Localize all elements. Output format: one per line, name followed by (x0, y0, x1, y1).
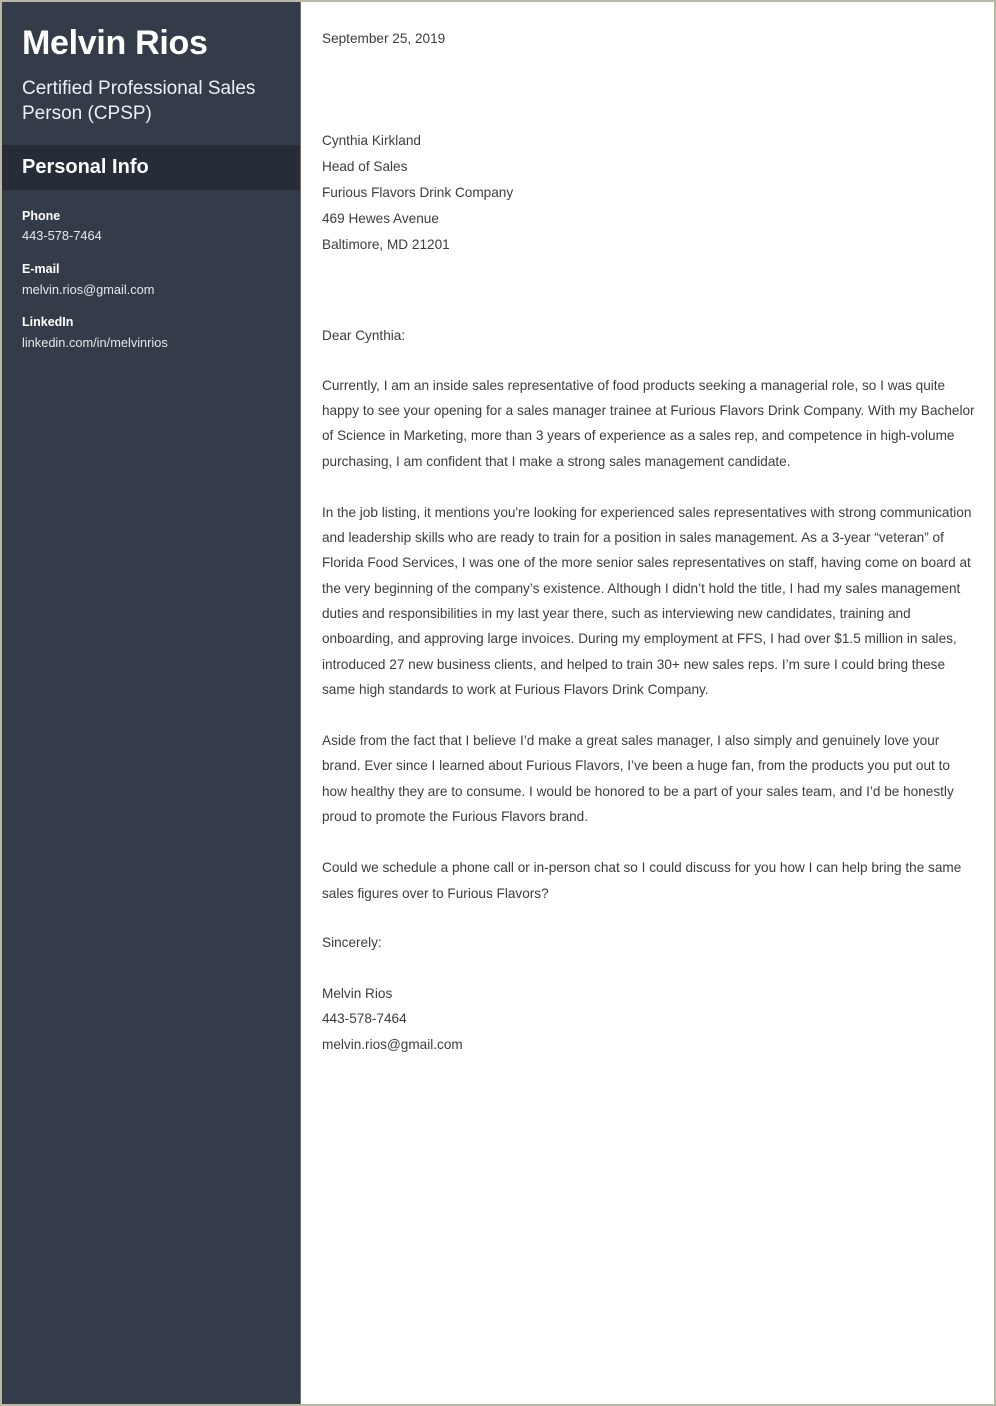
candidate-job-title: Certified Professional Sales Person (CPSP) (22, 78, 256, 125)
recipient-job-title: Head of Sales (322, 158, 408, 174)
recipient-address-block (322, 128, 978, 258)
candidate-name: Melvin Rios (22, 24, 208, 62)
letter-date: September 25, 2019 (322, 31, 446, 46)
recipient-city-state-zip: Baltimore, MD 21201 (322, 237, 450, 253)
letter-paragraph-3: Aside from the fact that I believe I’d make a great sales manager, I also simply and genuinely love your brand. Ever since I learned about Furious Flavors, I’ve been a huge fan, from the products you put out to how healthy they are to consume. I would be honored to be a part of your sales team, and I’d be honestly proud to promote the Furious Flavors brand. (322, 733, 954, 824)
letter-salutation: Dear Cynthia: (322, 328, 406, 344)
contact-value-linkedin[interactable]: linkedin.com/in/melvinrios (22, 334, 168, 350)
sidebar-header (2, 2, 300, 145)
contact-label-email: E-mail (22, 261, 60, 276)
signature-name: Melvin Rios (322, 986, 393, 1002)
contact-item-linkedin (22, 314, 280, 351)
recipient-street: 469 Hewes Avenue (322, 210, 439, 226)
contact-item-email (22, 261, 280, 298)
signature-email[interactable]: melvin.rios@gmail.com (322, 1036, 463, 1052)
signature-phone[interactable]: 443-578-7464 (322, 1011, 407, 1027)
letter-paragraph-1: Currently, I am an inside sales representative of food products seeking a managerial role, so I was quite happy to see your opening for a sales manager trainee at Furious Flavors Drink Company. With my Bachelor of Science in Marketing, more than 3 years of experience as a sales rep, and competence in high-volume purchasing, I am confident that I make a strong sales management candidate. (322, 377, 975, 469)
contact-item-phone (22, 208, 280, 245)
contact-label-linkedin: LinkedIn (22, 314, 74, 329)
sidebar (2, 2, 301, 1404)
letter-closing: Sincerely: (322, 934, 382, 950)
contact-list (2, 190, 300, 351)
contact-value-phone[interactable]: 443-578-7464 (22, 228, 102, 244)
contact-label-phone: Phone (22, 208, 61, 223)
contact-value-email[interactable]: melvin.rios@gmail.com (22, 281, 155, 297)
letter-body (322, 2, 978, 1057)
recipient-company: Furious Flavors Drink Company (322, 184, 514, 200)
letter-paragraph-4: Could we schedule a phone call or in-person chat so I could discuss for you how I can help bring the same sales figures over to Furious Flavors? (322, 860, 962, 901)
letter-paragraph-2: In the job listing, it mentions you're looking for experienced sales representatives with strong communication and leadership skills who are ready to train for a position in sales management. As a 3-year “veteran” of Florida Food Services, I was one of the more senior sales representatives on staff, having come on board at the very beginning of the company’s existence. Although I didn’t hold the title, I had my sales management duties and responsibilities in my last year there, such as interviewing new candidates, training and onboarding, and approving large invoices. During my employment at FFS, I had over $1.5 million in sales, introduced 27 new business clients, and helped to train 30+ new sales reps. I’m sure I could bring these same high standards to work at Furious Flavors Drink Company. (322, 504, 972, 697)
personal-info-section-header (2, 145, 300, 190)
recipient-name: Cynthia Kirkland (322, 132, 421, 148)
personal-info-title: Personal Info (22, 155, 149, 178)
signature-block (322, 955, 978, 1057)
